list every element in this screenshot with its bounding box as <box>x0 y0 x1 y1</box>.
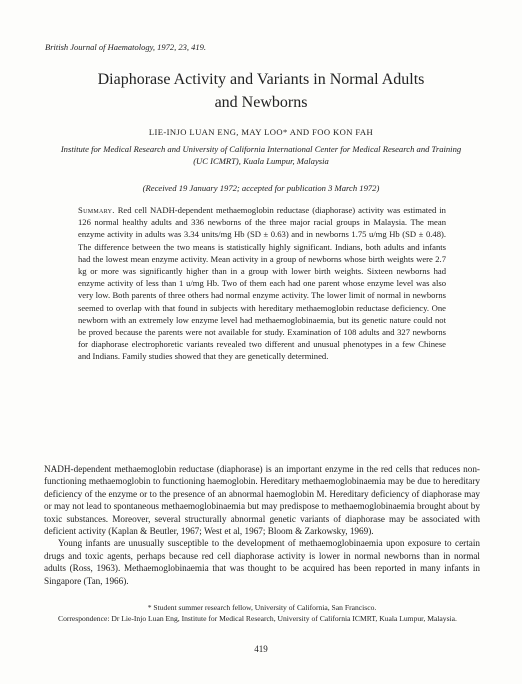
received-dates: (Received 19 January 1972; accepted for publication 3 March 1972) <box>142 183 380 193</box>
footnotes <box>44 603 480 624</box>
body-text <box>44 463 480 587</box>
affiliation: Institute for Medical Research and University of California International Center for Medical Research and Training (UC ICMRT), Kuala Lumpur, Malaysia <box>60 144 462 166</box>
summary-text: Red cell NADH-dependent methaemoglobin reductase (diaphorase) activity was estimated in 126 normal healthy adults and 336 newborns of the three major racial groups in Malaysia. The mean enzyme activity in adults was 3.34 units/mg Hb (SD ± 0.63) and in newborns 1.75 u/mg Hb (SD ± 0.48). The difference between the two means is statistically highly significant. Indians, both adults and infants had the lowest mean enzyme activity. Mean activity in a group of newborns whose birth weights were 2.7 kg or more was significantly higher than in a group with lower birth weights. Sixteen newborns had enzyme activity of less than 1 u/mg Hb. Two of them each had one parent whose enzyme level was also very low. Both parents of three others had normal enzyme activity. The lower limit of normal in newborns seemed to overlap with that found in subjects with hereditary methaemoglobin reductase deficiency. One newborn with an extremely low enzyme level had methaemoglobinaemia, but its genetic nature could not be proved because the parents were not available for study. Examination of 108 adults and 327 newborns for diaphorase electrophoretic variants revealed two different and unusual phenotypes in a few Chinese and Indians. Family studies showed that they are genetically determined. <box>78 205 446 362</box>
footnote-student-fellow: * Student summer research fellow, University of California, San Francisco. <box>147 603 377 612</box>
journal-reference: British Journal of Haematology, 1972, 23, 419. <box>45 42 207 52</box>
article-title-line-2: and Newborns <box>214 94 308 111</box>
author-list: LIE-INJO LUAN ENG, MAY LOO* AND FOO KON FAH <box>148 127 374 137</box>
summary-label: Summary. <box>78 205 115 215</box>
page-number: 419 <box>254 644 268 654</box>
footnote-correspondence: Correspondence: Dr Lie-Injo Luan Eng, Institute for Medical Research, University of California ICMRT, Kuala Lumpur, Malaysia. <box>58 613 457 623</box>
article-title-line-1: Diaphorase Activity and Variants in Normal Adults <box>97 71 425 88</box>
body-paragraph-2: Young infants are unusually susceptible to the development of methaemoglobinaemia upon exposure to certain drugs and toxic agents, perhaps because red cell diaphorase activity is lower in normal newborns than in normal adults (Ross, 1963). Methaemoglobinaemia that was thought to be acquired has been reported in many infants in Singapore (Tan, 1966). <box>44 538 480 586</box>
body-paragraph-1: NADH-dependent methaemoglobin reductase (diaphorase) is an important enzyme in the red cells that reduces non-functioning methaemoglobin to functioning haemoglobin. Hereditary methaemoglobinaemia may be due to hereditary deficiency of the enzyme or to the presence of an abnormal haemoglobin M. Hereditary deficiency of diaphorase may or may not lead to spontaneous methaemoglobinaemia but may predispose to methaemoglobinaemia brought about by toxic substances. Moreover, several structurally abnormal genetic variants of diaphorase may be associated with deficient activity (Kaplan & Beutler, 1967; West et al, 1967; Bloom & Zarkowsky, 1969). <box>44 464 480 537</box>
summary-block <box>78 204 446 363</box>
